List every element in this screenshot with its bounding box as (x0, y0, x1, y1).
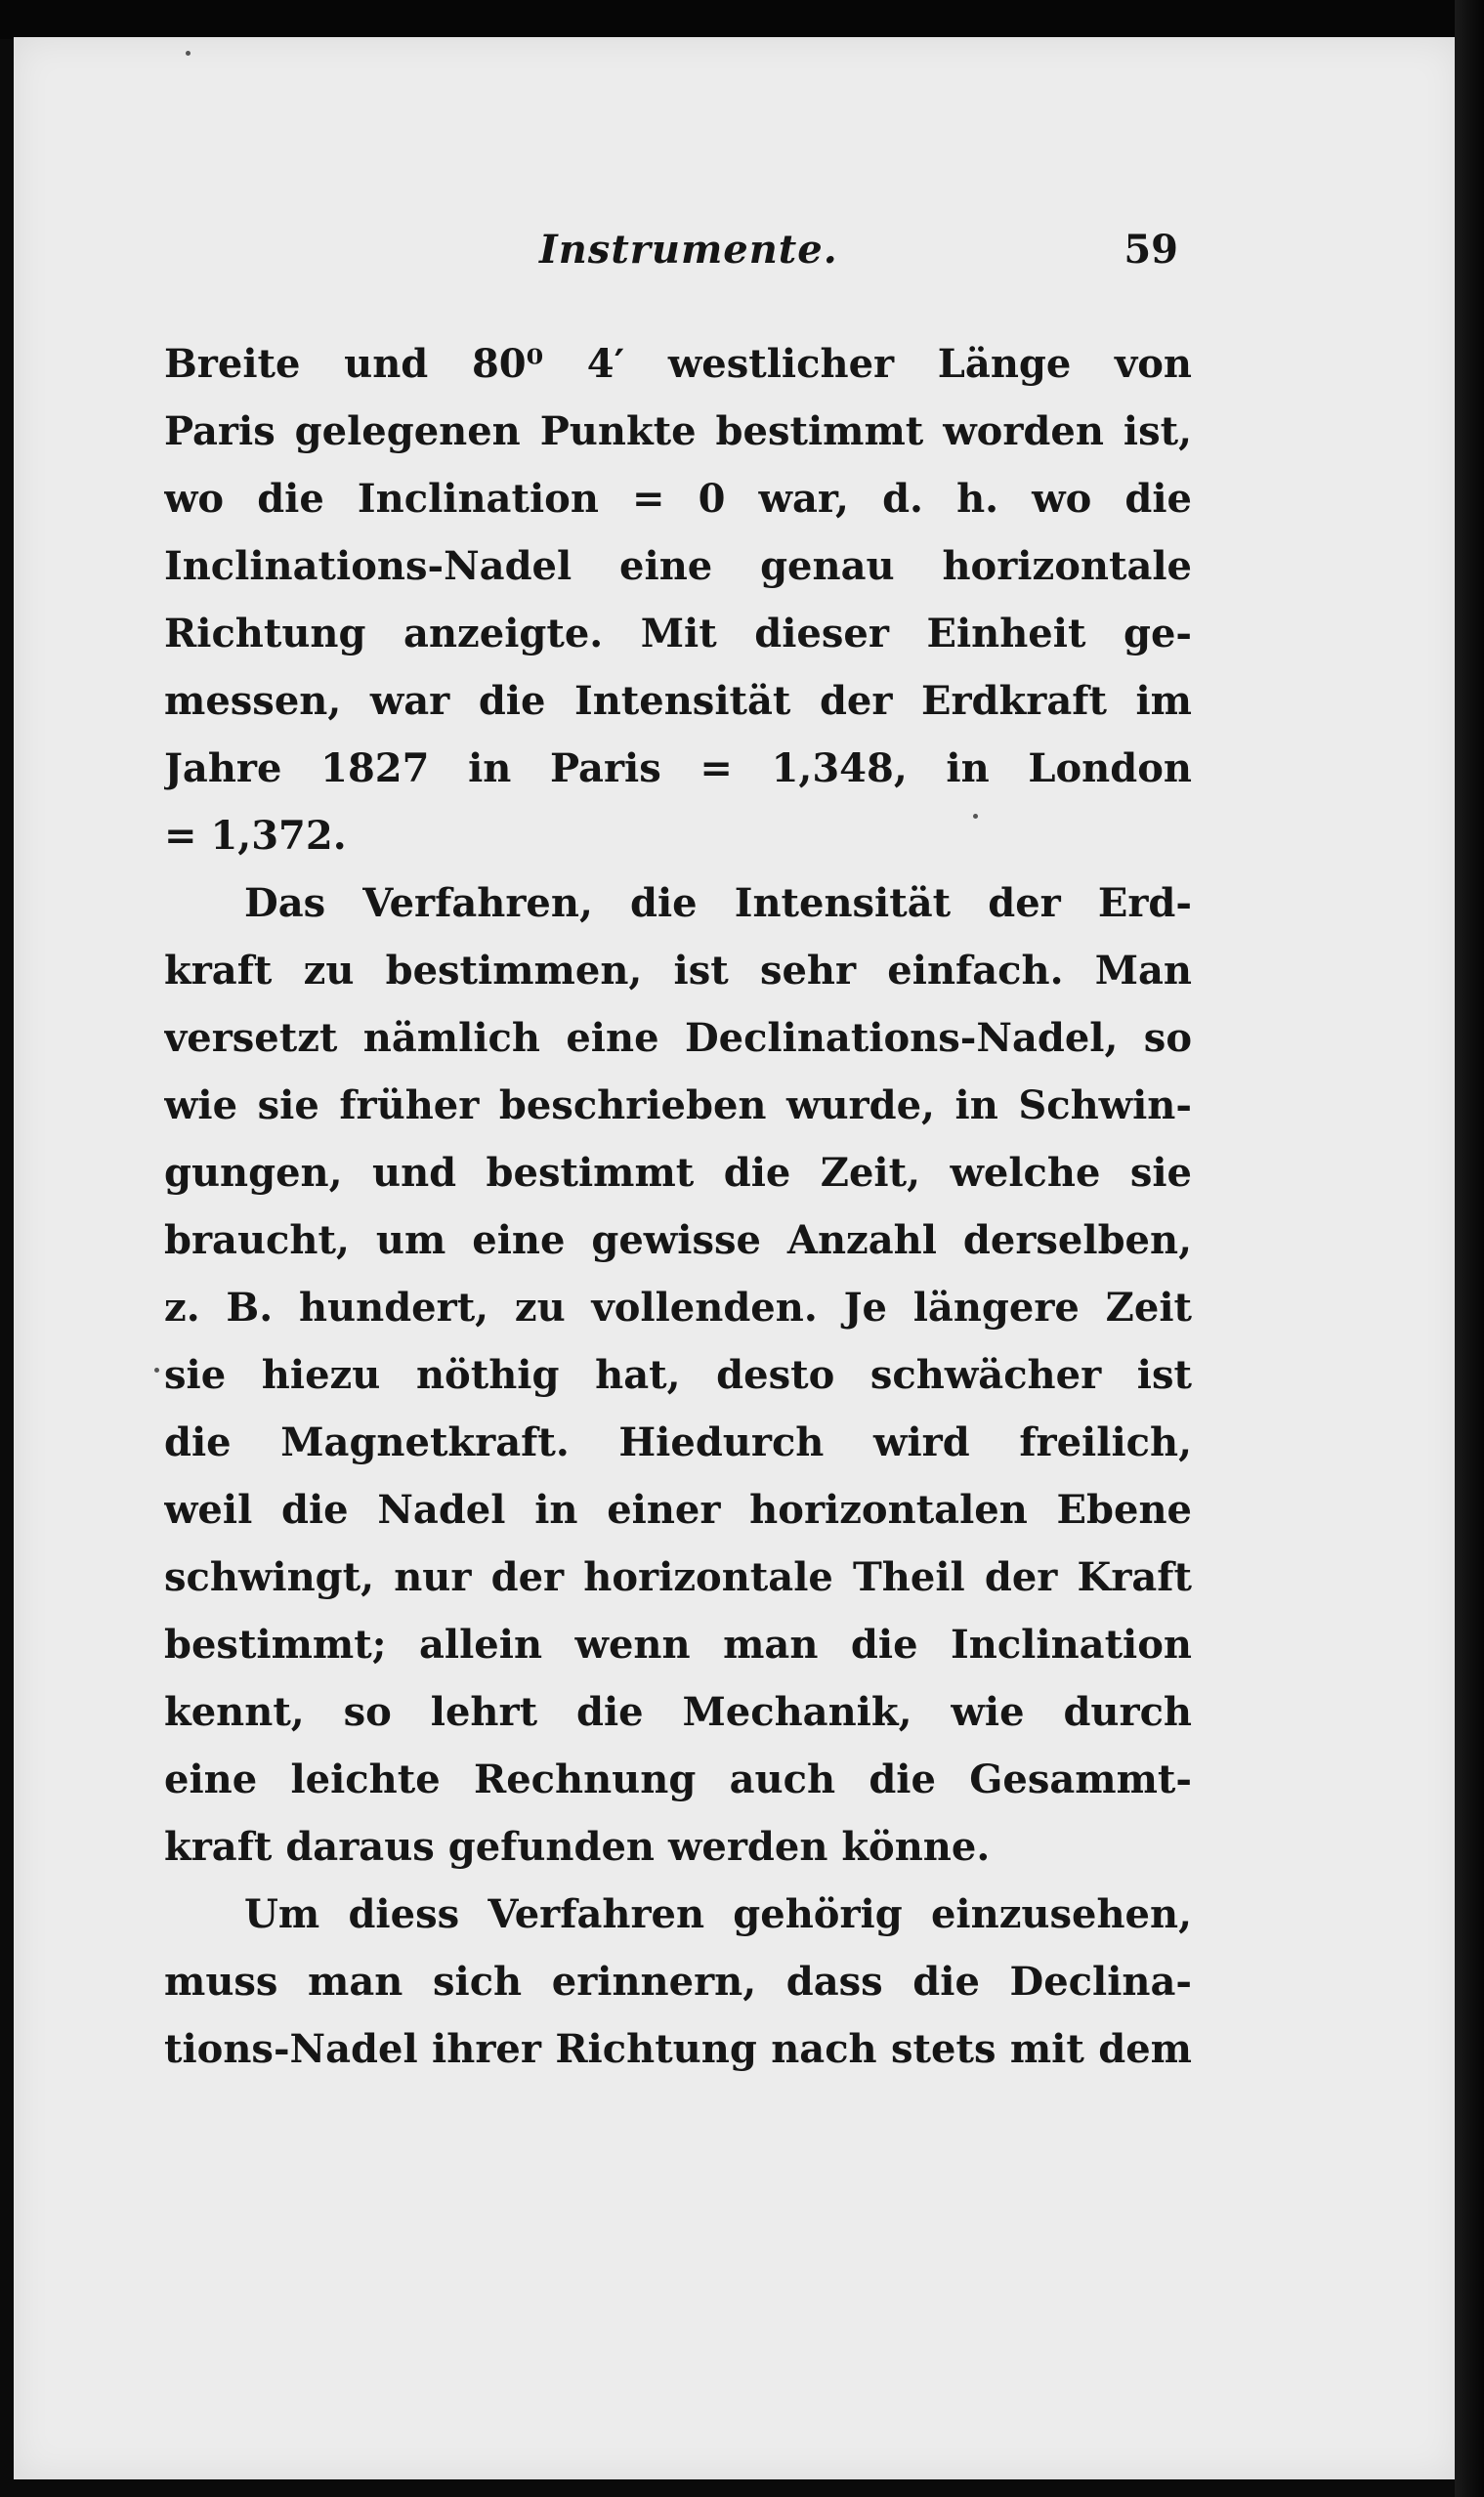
text-line: Paris gelegenen Punkte bestimmt worden ist, (164, 408, 1192, 454)
text-line: braucht, um eine gewisse Anzahl derselben, (164, 1217, 1192, 1263)
text-line: messen, war die Intensität der Erdkraft im (164, 678, 1192, 724)
scan-top-border (0, 0, 1484, 39)
text-line: eine leichte Rechnung auch die Gesammt- (164, 1756, 1192, 1802)
text-line: Inclinations-Nadel eine genau horizontale (164, 543, 1192, 589)
text-line: wie sie früher beschrieben wurde, in Schwin- (164, 1082, 1192, 1128)
text-line: z. B. hundert, zu vollenden. Je längere Zeit (164, 1285, 1192, 1331)
text-line: kraft zu bestimmen, ist sehr einfach. Man (164, 948, 1192, 994)
text-line: Breite und 80⁰ 4′ westlicher Länge von (164, 341, 1192, 387)
text-line: gungen, und bestimmt die Zeit, welche sie (164, 1150, 1192, 1196)
paragraph (164, 330, 1192, 869)
paper-speck (186, 51, 191, 56)
page-header (528, 227, 1178, 285)
text-line: schwingt, nur der horizontale Theil der Kraft (164, 1554, 1192, 1600)
body-text (164, 330, 1192, 2083)
text-line: bestimmt; allein wenn man die Inclination (164, 1622, 1192, 1668)
paragraph (164, 1881, 1192, 2083)
paragraph (164, 869, 1192, 1881)
text-line: wo die Inclination = 0 war, d. h. wo die (164, 476, 1192, 522)
text-line: Richtung anzeigte. Mit dieser Einheit ge- (164, 611, 1192, 656)
text-line: die Magnetkraft. Hiedurch wird freilich, (164, 1419, 1192, 1465)
text-line: Jahre 1827 in Paris = 1,348, in London (164, 745, 1192, 791)
running-head: Instrumente. (539, 227, 838, 273)
text-line: sie hiezu nöthig hat, desto schwächer ist (164, 1352, 1192, 1398)
text-line: tions-Nadel ihrer Richtung nach stets mit dem (164, 2026, 1192, 2072)
text-line: muss man sich erinnern, dass die Declina- (164, 1959, 1192, 2005)
text-line: versetzt nämlich eine Declinations-Nadel, so (164, 1015, 1192, 1061)
paper-speck (154, 1368, 159, 1373)
text-line: = 1,372. (164, 813, 347, 859)
text-line: kraft daraus gefunden werden könne. (164, 1824, 991, 1870)
text-line: Um diess Verfahren gehörig einzusehen, (244, 1891, 1192, 1937)
page-number: 59 (1124, 227, 1178, 273)
text-line: Das Verfahren, die Intensität der Erd- (244, 880, 1192, 926)
text-line: weil die Nadel in einer horizontalen Ebene (164, 1487, 1192, 1533)
scan-right-border (1455, 0, 1484, 2497)
text-line: kennt, so lehrt die Mechanik, wie durch (164, 1689, 1192, 1735)
